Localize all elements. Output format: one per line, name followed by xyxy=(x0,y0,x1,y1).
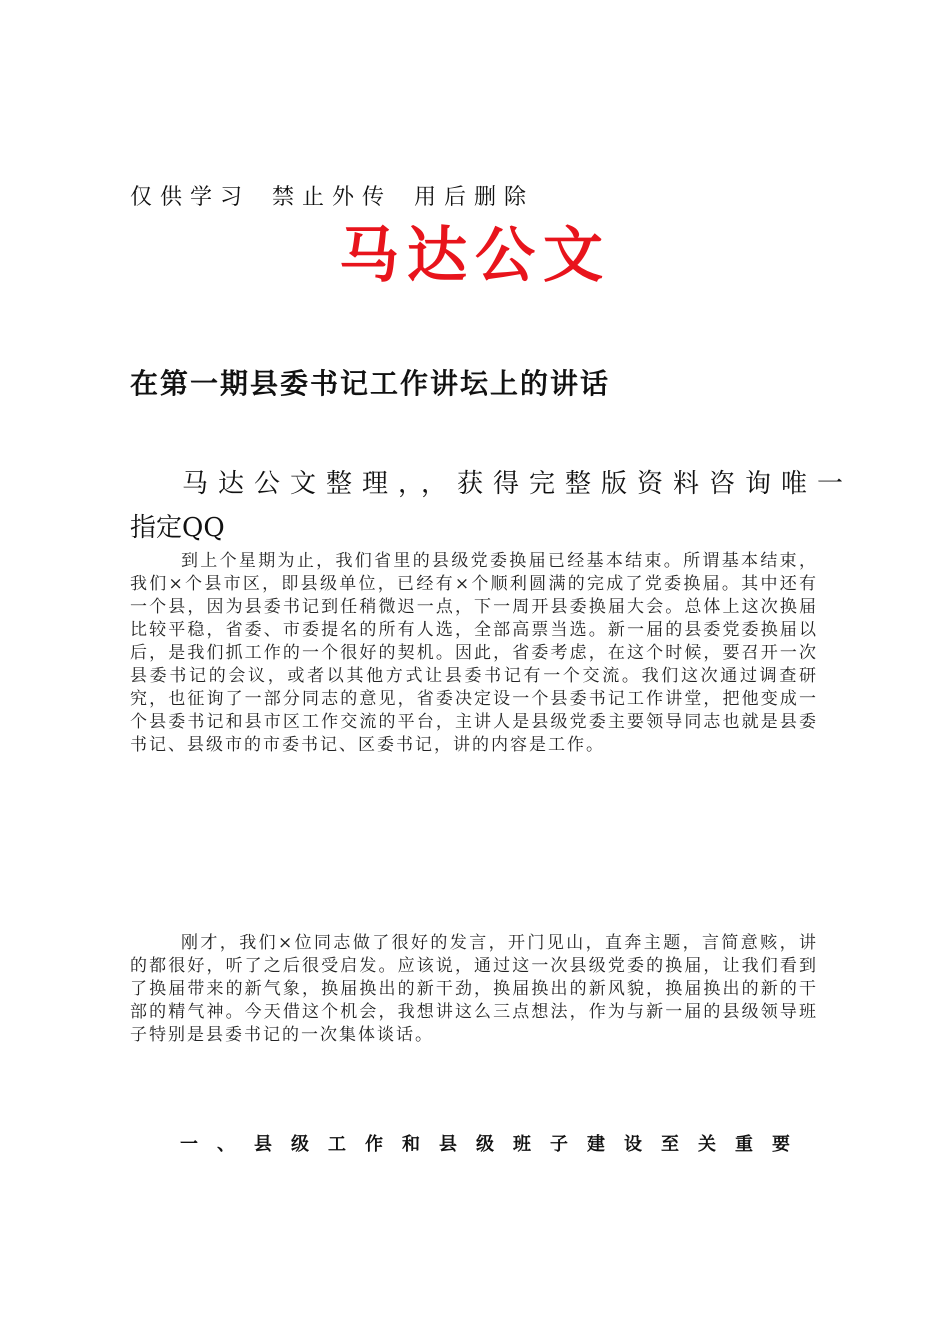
notice-line xyxy=(130,180,556,211)
lead-line-2: 指定QQ xyxy=(130,513,225,543)
notice-part-study: 仅供学习 xyxy=(130,185,251,210)
body-paragraph-2: 刚才，我们×位同志做了很好的发言，开门见山，直奔主题，言简意赅，讲的都很好，听了之后很受启发。应该说，通过这一次县级党委的换届，让我们看到了换届带来的新气象，换届换出的新干劲，换届换出的新风貌，换届换出的新的干部的精气神。今天借这个机会，我想讲这么三点想法，作为与新一届的县级领导班子特别是县委书记的一次集体谈话。 xyxy=(130,933,818,1045)
lead-text xyxy=(130,462,854,550)
body-paragraph-1: 到上个星期为止，我们省里的县级党委换届已经基本结束。所谓基本结束，我们×个县市区，即县级单位，已经有×个顺利圆满的完成了党委换届。其中还有一个县，因为县委书记到任稍微迟一点，下一周开县委换届大会。总体上这次换届比较平稳，省委、市委提名的所有人选，全部高票当选。新一届的县委党委换届以后，是我们抓工作的一个很好的契机。因此，省委考虑，在这个时候，要召开一次县委书记的会议，或者以其他方式让县委书记有一个交流。我们这次通过调查研究，也征询了一部分同志的意见，省委决定设一个县委书记工作讲堂，把他变成一个县委书记和县市区工作交流的平台，主讲人是县级党委主要领导同志也就是县委书记、县级市的市委书记、区委书记，讲的内容是工作。 xyxy=(130,551,818,755)
notice-part-no-spread: 禁止外传 xyxy=(272,185,393,210)
notice-part-delete: 用后删除 xyxy=(414,185,535,210)
section-heading-1: 一、县级工作和县级班子建设至关重要 xyxy=(180,1134,809,1155)
document-title: 在第一期县委书记工作讲坛上的讲话 xyxy=(130,367,611,400)
brand-title: 马达公文 xyxy=(339,221,611,291)
lead-line-1: 马达公文整理，，获得完整版资料咨询唯一 xyxy=(182,469,854,499)
